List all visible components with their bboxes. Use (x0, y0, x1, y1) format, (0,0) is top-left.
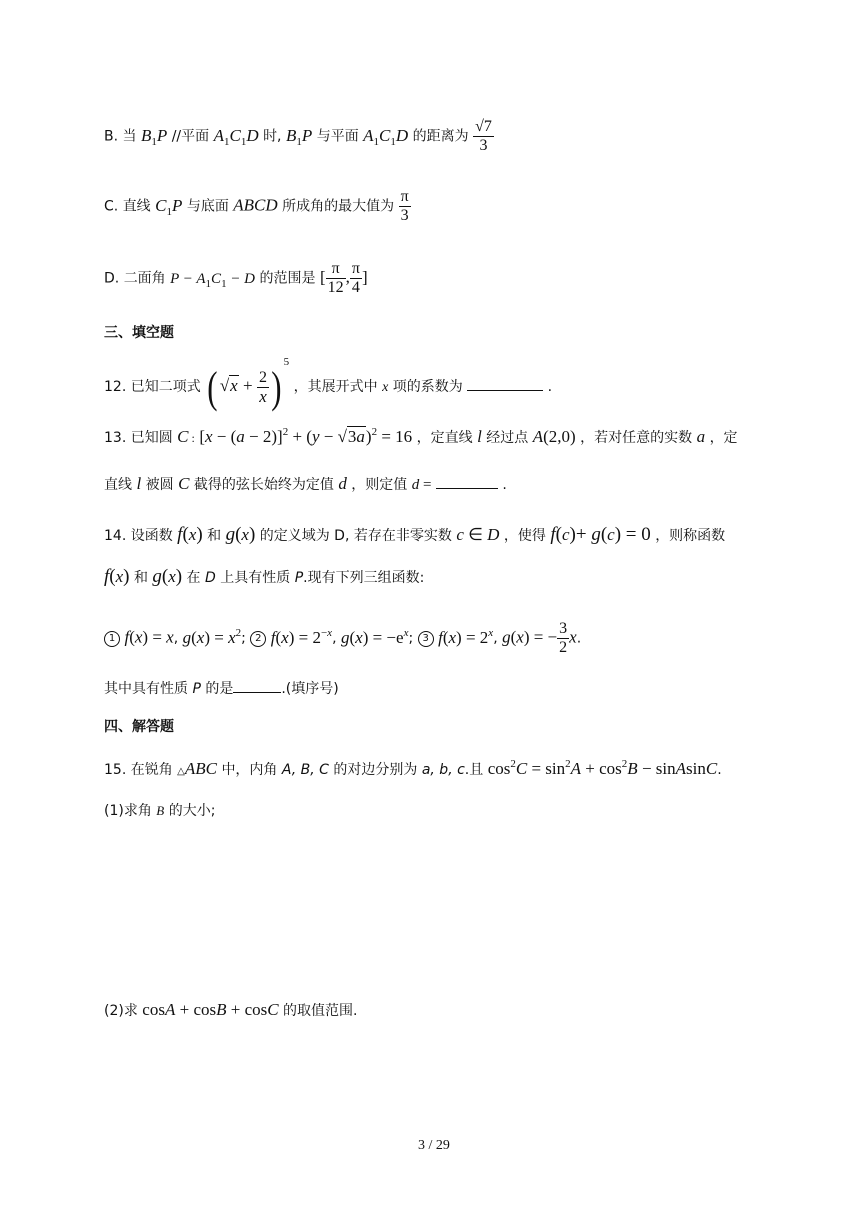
answer-blank-13[interactable] (436, 476, 498, 489)
option-b: B. 当 $B_1P$ //平面 $A_1C_1D$ 时, $B_1P$ 与平面 $A_1C_1D$ 的距离为 $\frac{√7}{3}$ (104, 118, 492, 154)
answer-blank-14[interactable] (233, 680, 281, 693)
fraction-pi-over-12: $\frac{\pi}{12}$ (327, 260, 344, 296)
option-c: C. 直线 $C_1P$ 与底面 ABCD 所成角的最大值为 $\frac{\pi}{3}$ (104, 188, 409, 224)
circled-number-2: 2 (250, 631, 266, 647)
fraction-pi-over-4: $\frac{\pi}{4}$ (351, 260, 360, 296)
page-number: 3 / 29 (418, 1138, 450, 1153)
question-14-prompt: 其中具有性质 P 的是 .(填序号) (104, 681, 339, 697)
option-d: D. 二面角 $P - A_1C_1 - D$ 的范围是 [ $\frac{\pi}{12}$ , $\frac{\pi}{4}$ ] (104, 260, 368, 296)
option-b-letter: B. (104, 128, 119, 145)
question-14-function-groups: 1 f(x) = x, $g(x) = x^2$; 2 $f(x) = 2^{-x}$, $g(x) = -e^x$; 3 $f(x) = 2^x$, g(x) = − $\frac{3}{2}$ x. (104, 620, 581, 657)
fraction-sqrt7-over-3: $\frac{√7}{3}$ (475, 118, 492, 154)
question-13-line-2: 直线 l 被圆 C 截得的弦长始终为定值 d ，则定值 d = . (104, 474, 507, 493)
circled-number-1: 1 (104, 631, 120, 647)
question-14-line-2: f(x) 和 g(x) 在 D 上具有性质 P.现有下列三组函数: (104, 566, 425, 587)
question-12: 12. 已知二项式 ( √x + $\frac{2}{x}$ )$^5$ ，其展开式中 x 项的系数为 . (104, 356, 553, 412)
section-heading-fill-in: 三、填空题 (104, 325, 174, 341)
circled-number-3: 3 (418, 631, 434, 647)
question-14: 14. 设函数 f(x) 和 g(x) 的定义域为 D, 若存在非零实数 c ∈ D ，使得 f(c)+ g(c) = 0 ，则称函数 (104, 524, 726, 545)
question-15-part-1: (1)求角 B 的大小; (104, 803, 216, 819)
question-13: 13. 已知圆 C : $[x - (a - 2)]^2 + (y - √3a)^2 = 16$ ，定直线 l 经过点 A(2,0) ，若对任意的实数 a ，定 (104, 426, 738, 446)
question-15-part-2: (2)求 cosA + cosB + cosC 的取值范围. (104, 1000, 358, 1019)
section-heading-solutions: 四、解答题 (104, 719, 174, 735)
answer-blank-12[interactable] (467, 378, 543, 391)
fraction-pi-over-3: $\frac{\pi}{3}$ (400, 188, 409, 224)
question-15: 15. 在锐角 △ABC 中，内角 A, B, C 的对边分别为 a, b, c.且 $\cos^2C = \sin^2A + \cos^2B$ − sinAsinC. (104, 758, 722, 778)
